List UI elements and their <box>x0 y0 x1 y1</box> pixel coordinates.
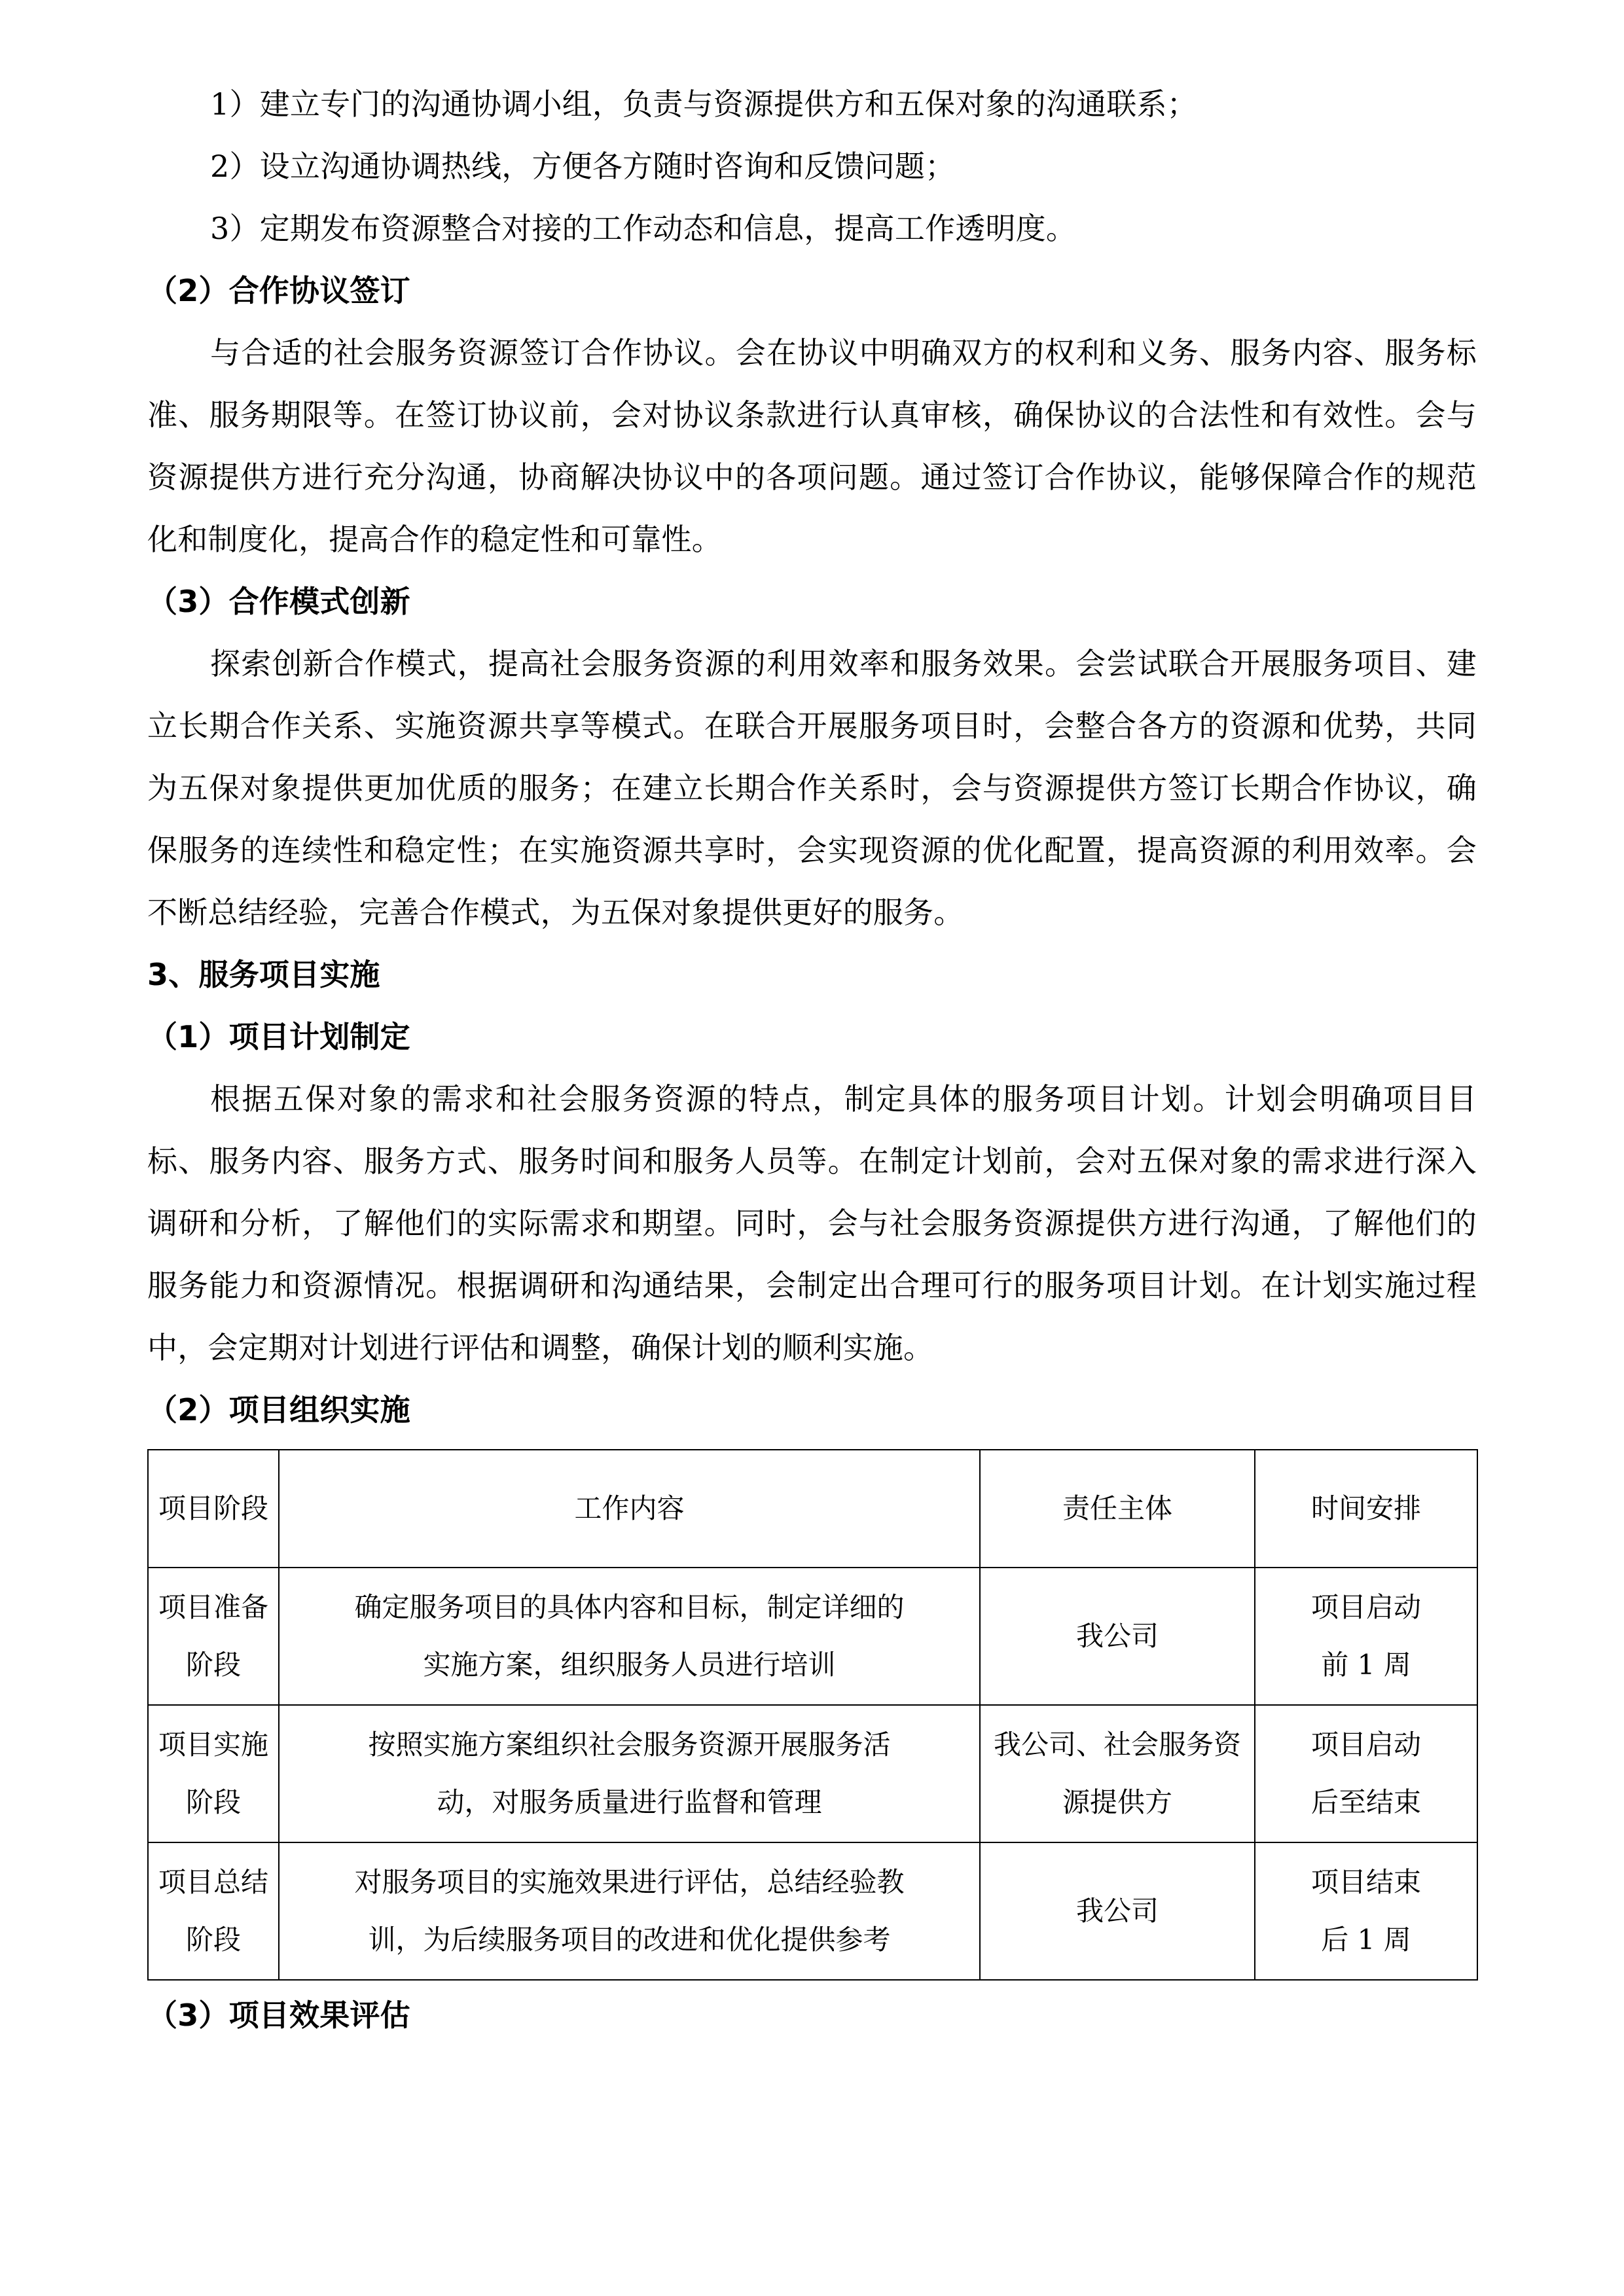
project-implementation-table <box>147 1449 1478 1981</box>
table-row <box>148 1568 1477 1705</box>
cell-time-line: 后 1 周 <box>1321 1924 1411 1956</box>
cell-content <box>279 1842 980 1980</box>
column-header-content: 工作内容 <box>279 1450 980 1568</box>
cell-time <box>1255 1568 1477 1705</box>
page-body <box>147 65 1477 2047</box>
column-header-time: 时间安排 <box>1255 1450 1477 1568</box>
cell-owner: 我公司、社会服务资源提供方 <box>980 1705 1255 1842</box>
subheading-cooperation-model-innovation: （3）合作模式创新 <box>147 584 410 619</box>
cell-owner: 我公司 <box>980 1568 1255 1705</box>
paragraph-cooperation-agreement: 与合适的社会服务资源签订合作协议。会在协议中明确双方的权利和义务、服务内容、服务标准、服务期限等。在签订协议前，会对协议条款进行认真审核，确保协议的合法性和有效性。会与资源提供方进行充分沟通，协商解决协议中的各项问题。通过签订合作协议，能够保障合作的规范化和制度化，提高合作的稳定性和可靠性。 <box>147 335 1477 557</box>
subheading-project-organization: （2）项目组织实施 <box>147 1392 410 1427</box>
cell-stage: 项目准备阶段 <box>148 1568 279 1705</box>
cell-content-line: 对服务项目的实施效果进行评估，总结经验教 <box>354 1866 905 1898</box>
column-header-owner: 责任主体 <box>980 1450 1255 1568</box>
subheading-project-plan: （1）项目计划制定 <box>147 1019 410 1054</box>
cell-time-line: 前 1 周 <box>1321 1649 1411 1681</box>
cell-time-line: 项目结束 <box>1310 1866 1421 1898</box>
list-item: 1）建立专门的沟通协调小组，负责与资源提供方和五保对象的沟通联系； <box>210 86 1197 122</box>
column-header-stage: 项目阶段 <box>148 1450 279 1568</box>
cell-stage: 项目总结阶段 <box>148 1842 279 1980</box>
table-row <box>148 1842 1477 1980</box>
table-header-row <box>148 1450 1477 1568</box>
cell-content-line: 实施方案，组织服务人员进行培训 <box>423 1649 836 1681</box>
cell-owner: 我公司 <box>980 1842 1255 1980</box>
cell-stage: 项目实施阶段 <box>148 1705 279 1842</box>
paragraph-project-plan: 根据五保对象的需求和社会服务资源的特点，制定具体的服务项目计划。计划会明确项目目标、服务内容、服务方式、服务时间和服务人员等。在制定计划前，会对五保对象的需求进行深入调研和分析，了解他们的实际需求和期望。同时，会与社会服务资源提供方进行沟通，了解他们的服务能力和资源情况。根据调研和沟通结果，会制定出合理可行的服务项目计划。在计划实施过程中，会定期对计划进行评估和调整，确保计划的顺利实施。 <box>147 1081 1477 1365</box>
cell-content <box>279 1705 980 1842</box>
list-item: 2）设立沟通协调热线，方便各方随时咨询和反馈问题； <box>210 149 956 184</box>
cell-content-line: 确定服务项目的具体内容和目标，制定详细的 <box>354 1591 905 1623</box>
table-row <box>148 1705 1477 1842</box>
cell-time-line: 项目启动 <box>1310 1591 1421 1623</box>
cell-content <box>279 1568 980 1705</box>
section-heading-service-project-implementation: 3、服务项目实施 <box>147 957 380 992</box>
subheading-cooperation-agreement: （2）合作协议签订 <box>147 273 410 308</box>
cell-time <box>1255 1842 1477 1980</box>
subheading-project-effect-evaluation: （3）项目效果评估 <box>147 1998 410 2033</box>
cell-content-line: 动，对服务质量进行监督和管理 <box>437 1786 822 1818</box>
cell-content-line: 训，为后续服务项目的改进和优化提供参考 <box>368 1924 891 1956</box>
cell-content-line: 按照实施方案组织社会服务资源开展服务活 <box>368 1729 891 1761</box>
cell-time-line: 项目启动 <box>1310 1729 1421 1761</box>
list-item: 3）定期发布资源整合对接的工作动态和信息，提高工作透明度。 <box>210 211 1077 246</box>
cell-time <box>1255 1705 1477 1842</box>
paragraph-cooperation-model-innovation: 探索创新合作模式，提高社会服务资源的利用效率和服务效果。会尝试联合开展服务项目、建立长期合作关系、实施资源共享等模式。在联合开展服务项目时，会整合各方的资源和优势，共同为五保对象提供更加优质的服务；在建立长期合作关系时，会与资源提供方签订长期合作协议，确保服务的连续性和稳定性；在实施资源共享时，会实现资源的优化配置，提高资源的利用效率。会不断总结经验，完善合作模式，为五保对象提供更好的服务。 <box>147 646 1477 930</box>
cell-time-line: 后至结束 <box>1310 1786 1421 1818</box>
